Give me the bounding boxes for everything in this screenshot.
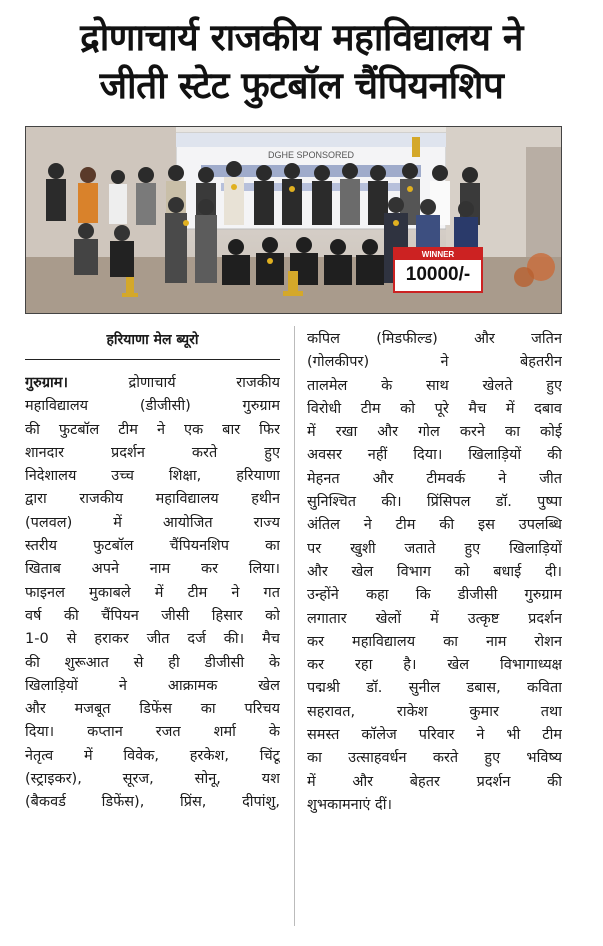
byline: हरियाणा मेल ब्यूरो [106,332,199,348]
article-line: सुनिश्चित की। प्रिंसिपल डॉ. पुष्पा [307,494,562,511]
article-line: लगातार खेलों में उत्कृष्ट प्रदर्शन [307,610,562,627]
article-line-text: द्रोणाचार्य राजकीय [67,375,280,391]
article-line: (पलवल) में आयोजित राज्य [25,514,280,531]
headline-line-2: जीती स्टेट फुटबॉल चैंपियनशिप [99,64,504,107]
article-line: समस्त कॉलेज परिवार ने भी टीम [307,727,562,744]
byline-rule [25,359,280,360]
article-line [25,372,280,395]
article-line: मेहनत और टीमवर्क ने जीत [307,470,562,487]
headline [14,14,589,110]
article-line: फाइनल मुकाबले में टीम ने गत [25,584,280,601]
winner-cheque-board [393,247,483,293]
article-column-1 [25,372,280,815]
article-line: (गोलकीपर) ने बेहतरीन [307,354,562,371]
article-line: और खेल विभाग को बधाई दी। [307,563,562,580]
article-line: (स्ट्राइकर), सूरज, सोनू, यश [25,771,280,788]
article-line: द्वारा राजकीय महाविद्यालय हथीन [25,491,280,508]
article-line: में और बेहतर प्रदर्शन की [307,773,562,790]
article-line: कपिल (मिडफील्ड) और जतिन [307,331,562,347]
article-line: 1-0 से हराकर जीत दर्ज की। मैच [25,631,280,648]
article-line: तालमेल के साथ खेलते हुए [307,377,562,394]
article-line: नेतृत्व में विवेक, हरकेश, चिंटू [25,747,280,764]
article-line: निदेशालय उच्च शिक्षा, हरियाणा [25,468,280,485]
article-line: शानदार प्रदर्शन करते हुए [25,444,280,461]
prize-amount: 10000/- [405,264,471,285]
article-line: खिताब अपने नाम कर लिया। [25,561,280,578]
article-line: महाविद्यालय (डीजीसी) गुरुग्राम [25,398,280,415]
article-line: वर्ष की चैंपियन जीसी हिसार को [25,607,280,624]
article-line: विरोधी टीम को पूरे मैच में दबाव [307,400,562,417]
article-line: में रखा और गोल करने का कोई [307,424,562,441]
article-line: स्तरीय फुटबॉल चैंपियनशिप का [25,538,280,555]
article-line: की फुटबॉल टीम ने एक बार फिर [25,421,280,438]
article-line: (बैकवर्ड डिफेंस), प्रिंस, दीपांशु, [25,794,280,811]
article-line: सहरावत, राकेश कुमार तथा [307,703,562,720]
article-line: कर महाविद्यालय का नाम रोशन [307,633,562,650]
article-line: खिलाड़ियों ने आक्रामक खेल [25,677,280,694]
article-line: अंतिल ने टीम की इस उपलब्धि [307,517,562,534]
article-line: दिया। कप्तान रजत शर्मा के [25,724,280,741]
article-column-2 [307,328,562,817]
article-line: कर रहा है। खेल विभागाध्यक्ष [307,657,562,674]
team-photo [25,126,562,314]
winner-label: WINNER [395,249,481,260]
dateline: गुरुग्राम। [25,375,68,391]
banner-text: DGHE SPONSORED [267,150,355,160]
article-line: उन्होंने कहा कि डीजीसी गुरुग्राम [307,587,562,604]
article-line: पर खुशी जताते हुए खिलाड़ियों [307,540,562,557]
article-line: अवसर नहीं दिया। खिलाड़ियों की [307,447,562,464]
article-line: की शुरूआत से ही डीजीसी के [25,654,280,671]
column-divider [294,326,295,926]
article-line: शुभकामनाएं दीं। [307,796,392,813]
article-line: और मजबूत डिफेंस का परिचय [25,701,280,718]
article-line: का उत्साहवर्धन करते हुए भविष्य [307,750,562,767]
headline-line-1: द्रोणाचार्य राजकीय महाविद्यालय ने [80,16,523,59]
article-line: पद्मश्री डॉ. सुनील डबास, कविता [307,680,562,697]
